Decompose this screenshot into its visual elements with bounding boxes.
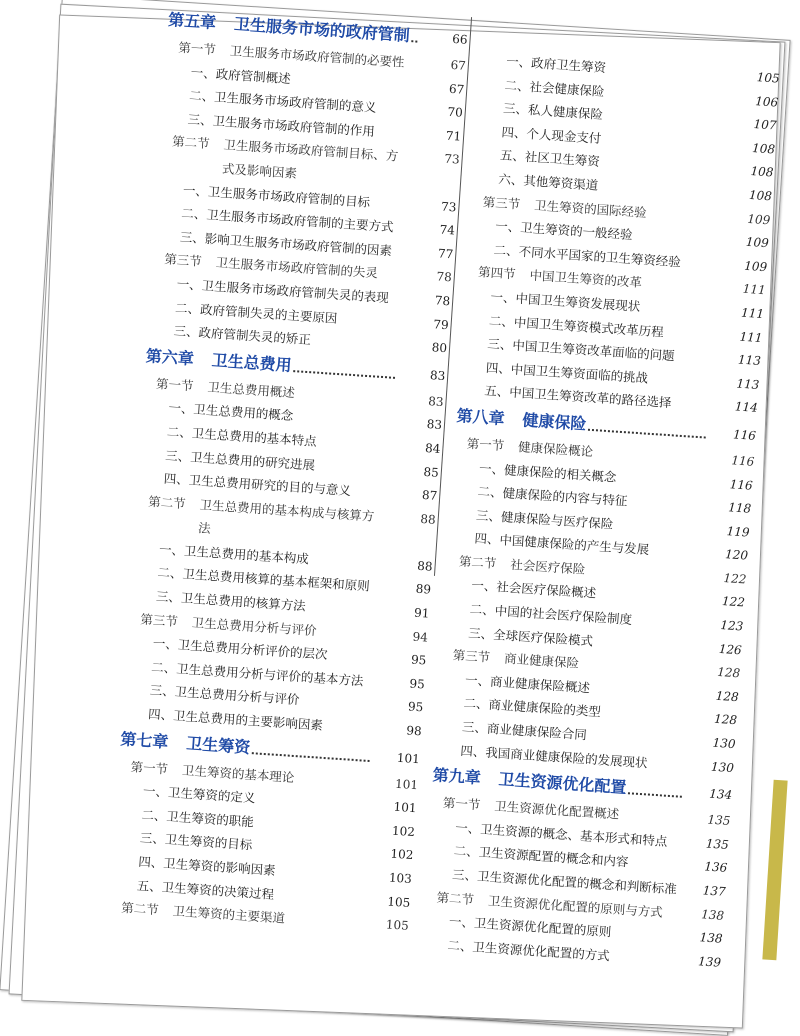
toc-left-column [109, 5, 469, 939]
page-number: 98 [405, 723, 423, 739]
page-number: 111 [739, 329, 763, 345]
chapter-number: 第七章 [119, 729, 170, 752]
item-title: 四、卫生总费用研究的目的与意义 [163, 470, 352, 499]
item-title: 六、其他筹资渠道 [497, 171, 599, 193]
page-number: 109 [746, 211, 771, 227]
page-number: 139 [697, 954, 722, 970]
chapter-number: 第八章 [456, 405, 506, 429]
page-number: 73 [440, 199, 457, 215]
page-number: 79 [432, 316, 450, 332]
page-number: 109 [745, 234, 770, 251]
page-number: 101 [394, 776, 419, 792]
page-number: 130 [710, 759, 735, 775]
page-number: 107 [753, 117, 778, 133]
page-number: 130 [712, 735, 736, 752]
page-number: 66 [451, 31, 469, 47]
item-title: 三、全球医疗保险模式 [467, 624, 594, 649]
section-number: 第三节 [452, 647, 491, 665]
section-title: 卫生筹资的国际经验 [533, 197, 648, 220]
section-title: 中国卫生筹资的改革 [529, 267, 643, 291]
page-number: 91 [413, 605, 430, 621]
item-title: 二、卫生资源配置的概念和内容 [453, 843, 629, 870]
section-title: 健康保险概论 [517, 439, 594, 460]
dot-leader [411, 21, 418, 42]
page-number: 73 [443, 152, 461, 167]
page-number: 77 [437, 246, 454, 262]
section-number: 第二节 [458, 553, 497, 571]
page-number: 108 [751, 140, 776, 157]
page-number: 83 [426, 417, 443, 433]
section-title: 卫生总费用的基本构成与核算方法 [197, 496, 375, 537]
section-number: 第二节 [120, 900, 160, 918]
table-of-contents-page [46, 0, 781, 1035]
section-number: 第三节 [163, 251, 203, 270]
page-number: 83 [427, 393, 444, 409]
item-title: 一、健康保险的相关概念 [478, 460, 617, 485]
item-title: 一、卫生总费用的概念 [168, 400, 294, 424]
item-title: 二、卫生筹资的职能 [141, 806, 255, 830]
chapter-title: 卫生筹资 [185, 733, 251, 757]
page-number: 128 [716, 665, 741, 681]
item-title: 一、卫生资源的概念、基本形式和特点 [454, 819, 668, 849]
section-number: 第二节 [436, 889, 475, 907]
chapter-number: 第六章 [145, 346, 195, 369]
chapter-title: 卫生服务市场的政府管制 [233, 14, 411, 46]
item-title: 一、政府管制概述 [190, 64, 292, 86]
page-number: 135 [707, 812, 731, 829]
dot-leader [628, 773, 683, 798]
page-number: 67 [448, 81, 465, 97]
page-number: 94 [412, 629, 429, 645]
item-title: 二、卫生资源优化配置的方式 [447, 937, 611, 964]
page-number: 111 [740, 305, 765, 322]
item-title: 一、卫生筹资的一般经验 [494, 218, 634, 243]
page-number: 102 [391, 823, 416, 839]
section-title: 卫生总费用概述 [207, 379, 296, 400]
page-number: 80 [431, 340, 448, 356]
section-number: 第一节 [155, 375, 195, 394]
page-number: 126 [718, 641, 743, 658]
page-number: 108 [750, 164, 774, 180]
item-title: 一、中国卫生筹资发展现状 [490, 288, 641, 314]
page-number: 101 [393, 799, 417, 816]
item-title: 二、卫生服务市场政府管制的意义 [188, 87, 377, 116]
section-title: 商业健康保险 [503, 650, 580, 671]
page-number: 114 [734, 399, 759, 416]
page-number: 105 [385, 917, 410, 934]
item-title: 二、卫生总费用核算的基本框架和原则 [157, 565, 371, 595]
page-number: 70 [446, 104, 464, 120]
page-number: 113 [736, 376, 760, 392]
section-number: 第三节 [482, 193, 521, 212]
section-number: 第一节 [177, 39, 217, 58]
section-title: 卫生服务市场政府管制的失灵 [215, 255, 379, 281]
page-number: 109 [743, 258, 768, 274]
page-number: 78 [436, 269, 453, 285]
item-title: 二、卫生服务市场政府管制的主要方式 [180, 205, 394, 235]
item-title: 二、中国的社会医疗保险制度 [469, 601, 633, 628]
item-title: 四、中国卫生筹资面临的挑战 [485, 359, 649, 386]
item-title: 一、卫生服务市场政府管制的目标 [182, 181, 371, 210]
book-cover-edge [762, 780, 787, 961]
page-number: 103 [388, 870, 413, 887]
chapter-number: 第九章 [432, 765, 482, 788]
item-title: 四、卫生筹资的影响因素 [137, 853, 277, 878]
page-number: 85 [423, 464, 440, 480]
item-title: 一、卫生总费用的基本构成 [158, 541, 310, 567]
item-title: 三、政府管制失灵的矫正 [173, 323, 312, 348]
page-number: 111 [742, 282, 767, 298]
page-number: 74 [439, 222, 456, 238]
item-title: 五、中国卫生筹资改革的路径选择 [483, 383, 672, 411]
page-number: 83 [429, 367, 446, 383]
item-title: 四、个人现金支付 [501, 124, 602, 146]
page-number: 122 [721, 594, 746, 610]
page-number: 119 [726, 523, 750, 540]
section-title: 卫生服务市场政府管制的必要性 [229, 43, 405, 70]
page-number: 101 [396, 750, 421, 766]
page-number: 134 [708, 786, 733, 803]
page-number: 123 [719, 618, 744, 634]
section-title: 卫生总费用分析与评价 [191, 614, 318, 638]
page-number: 84 [424, 440, 441, 456]
page-number: 78 [434, 293, 451, 309]
section-number: 第二节 [147, 493, 187, 511]
page-number: 106 [754, 93, 779, 110]
section-title: 卫生资源优化配置概述 [493, 798, 620, 822]
page-number: 116 [732, 427, 757, 443]
item-title: 三、卫生总费用分析与评价 [149, 682, 300, 708]
item-title: 五、卫生筹资的决策过程 [136, 877, 275, 902]
item-title: 一、卫生服务市场政府管制失灵的表现 [176, 276, 390, 306]
page-number: 105 [386, 894, 411, 910]
item-title: 二、商业健康保险的类型 [463, 695, 602, 720]
item-title: 三、卫生筹资的目标 [139, 830, 253, 853]
item-title: 三、卫生总费用的核算方法 [155, 588, 307, 614]
toc-right-column [421, 48, 781, 975]
item-title: 三、影响卫生服务市场政府管制的因素 [179, 229, 393, 259]
section-title: 卫生筹资的基本理论 [181, 762, 295, 785]
page-number: 95 [409, 676, 426, 692]
item-title: 四、我国商业健康保险的发展现状 [459, 742, 649, 771]
page-number: 108 [748, 187, 773, 204]
item-title: 二、卫生总费用的基本特点 [166, 423, 318, 449]
item-title: 二、健康保险的内容与特征 [477, 483, 628, 509]
page-number: 102 [390, 847, 414, 863]
section-title: 卫生筹资的主要渠道 [172, 903, 286, 926]
page-number: 138 [700, 906, 725, 923]
page-number: 116 [730, 453, 755, 469]
item-title: 三、卫生资源优化配置的概念和判断标准 [451, 866, 678, 897]
page-number: 138 [699, 930, 723, 946]
page-number: 105 [756, 70, 781, 86]
item-title: 一、卫生资源优化配置的原则 [448, 913, 612, 940]
page-number: 67 [450, 57, 467, 73]
page-number: 128 [713, 712, 738, 728]
page-number: 113 [737, 352, 762, 369]
item-title: 二、政府管制失灵的主要原因 [174, 299, 338, 326]
item-title: 四、中国健康保险的产生与发展 [474, 530, 650, 558]
page-number: 118 [727, 500, 752, 516]
page-number: 95 [407, 699, 424, 715]
page-number: 135 [705, 836, 730, 852]
page-number: 128 [715, 688, 740, 705]
item-title: 三、中国卫生筹资改革面临的问题 [486, 336, 676, 364]
section-number: 第一节 [130, 758, 169, 777]
section-number: 第三节 [139, 611, 179, 629]
item-title: 一、商业健康保险概述 [464, 672, 591, 696]
page-number: 95 [410, 652, 427, 668]
section-title: 卫生服务市场政府管制目标、方式及影响因素 [221, 137, 399, 181]
section-number: 第二节 [171, 133, 211, 152]
item-title: 三、卫生服务市场政府管制的作用 [187, 111, 376, 139]
item-title: 三、卫生总费用的研究进展 [164, 447, 316, 473]
chapter-number: 第五章 [167, 10, 217, 33]
item-title: 三、健康保险与医疗保险 [475, 507, 614, 532]
section-number: 第一节 [442, 795, 481, 813]
chapter-title: 健康保险 [521, 410, 588, 434]
page-number: 116 [729, 476, 754, 493]
section-number: 第四节 [477, 264, 517, 282]
section-title: 卫生资源优化配置的原则与方式 [487, 892, 664, 920]
page-number: 122 [723, 570, 747, 587]
item-title: 二、中国卫生筹资模式改革历程 [488, 312, 665, 340]
page-number: 137 [702, 883, 727, 899]
page-number: 88 [416, 558, 434, 574]
item-title: 一、卫生筹资的定义 [142, 783, 256, 806]
page-number: 87 [421, 487, 438, 503]
chapter-title: 卫生总费用 [211, 350, 293, 375]
item-title: 一、卫生总费用分析评价的层次 [152, 635, 329, 663]
item-title: 三、商业健康保险合同 [461, 719, 588, 743]
chapter-title: 卫生资源优化配置 [498, 769, 627, 798]
item-title: 二、卫生总费用分析与评价的基本方法 [150, 659, 364, 689]
item-title: 三、私人健康保险 [502, 100, 604, 123]
item-title: 一、社会医疗保险概述 [470, 577, 597, 602]
item-title: 四、卫生总费用的主要影响因素 [147, 706, 324, 733]
page-number: 89 [415, 582, 432, 598]
item-title: 二、不同水平国家的卫生筹资经验 [493, 241, 682, 270]
page-number: 88 [419, 511, 437, 527]
section-title: 社会医疗保险 [509, 556, 586, 577]
page-number: 71 [445, 128, 462, 144]
page-number: 136 [703, 859, 728, 876]
item-title: 二、社会健康保险 [504, 77, 605, 99]
item-title: 一、政府卫生筹资 [505, 53, 607, 76]
section-number: 第一节 [466, 435, 505, 454]
page-number: 120 [724, 547, 749, 563]
item-title: 五、社区卫生筹资 [499, 147, 601, 170]
